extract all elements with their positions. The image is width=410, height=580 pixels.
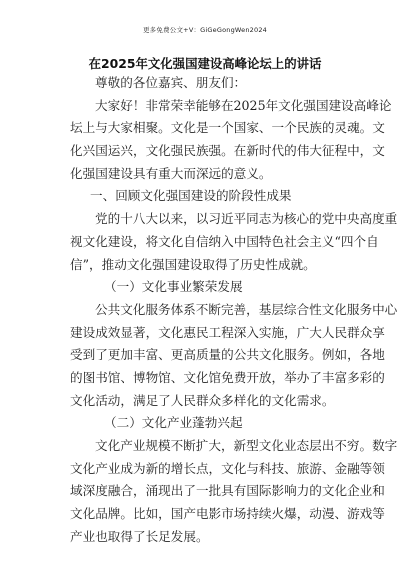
- document-body: [70, 72, 398, 548]
- paragraph-line: 党的十八大以来，以习近平同志为核心的党中央高度重: [95, 211, 398, 227]
- paragraph-line: 化强国建设具有重大而深远的意义。: [70, 165, 272, 181]
- paragraph-line: 建设成效显著，文化惠民工程深入实施，广大人民群众享: [70, 324, 385, 340]
- paragraph-line: 信”，推动文化强国建设取得了历史性成就。: [70, 256, 316, 272]
- page-header: 更多免费公文+V：GiGeGongWen2024: [142, 26, 268, 34]
- paragraph-line: 产业也取得了长足发展。: [70, 528, 209, 544]
- paragraph-line: 域深度融合，涌现出了一批具有国际影响力的文化企业和: [70, 483, 385, 499]
- paragraph-line: 文化产业成为新的增长点，文化与科技、旅游、金融等领: [70, 460, 385, 476]
- paragraph-line: 文化品牌。比如，国产电影市场持续火爆，动漫、游戏等: [70, 506, 385, 522]
- paragraph-line: 坛上与大家相聚。文化是一个国家、一个民族的灵魂。文: [70, 120, 385, 136]
- document-title: 在2025年文化强国建设高峰论坛上的讲话: [88, 56, 322, 71]
- paragraph-line: 化兴国运兴，文化强民族强。在新时代的伟大征程中，文: [70, 143, 385, 159]
- subsection-heading: （一）文化事业繁荣发展: [104, 279, 243, 295]
- section-heading: 一、回顾文化强国建设的阶段性成果: [90, 188, 292, 204]
- paragraph-line: 受到了更加丰富、更高质量的公共文化服务。例如，各地: [70, 347, 385, 363]
- paragraph-line: 的图书馆、博物馆、文化馆免费开放，举办了丰富多彩的: [70, 369, 385, 385]
- paragraph-line: 公共文化服务体系不断完善，基层综合性文化服务中心: [95, 301, 398, 317]
- paragraph-line: 文化活动，满足了人民群众多样化的文化需求。: [70, 392, 335, 408]
- salutation: 尊敬的各位嘉宾、朋友们：: [95, 75, 247, 90]
- paragraph-line: 视文化建设，将文化自信纳入中国特色社会主义“四个自: [70, 233, 379, 249]
- paragraph-line: 大家好！非常荣幸能够在2025年文化强国建设高峰论: [95, 97, 392, 113]
- subsection-heading: （二）文化产业蓬勃兴起: [104, 415, 243, 431]
- paragraph-line: 文化产业规模不断扩大，新型文化业态层出不穷。数字: [95, 438, 398, 453]
